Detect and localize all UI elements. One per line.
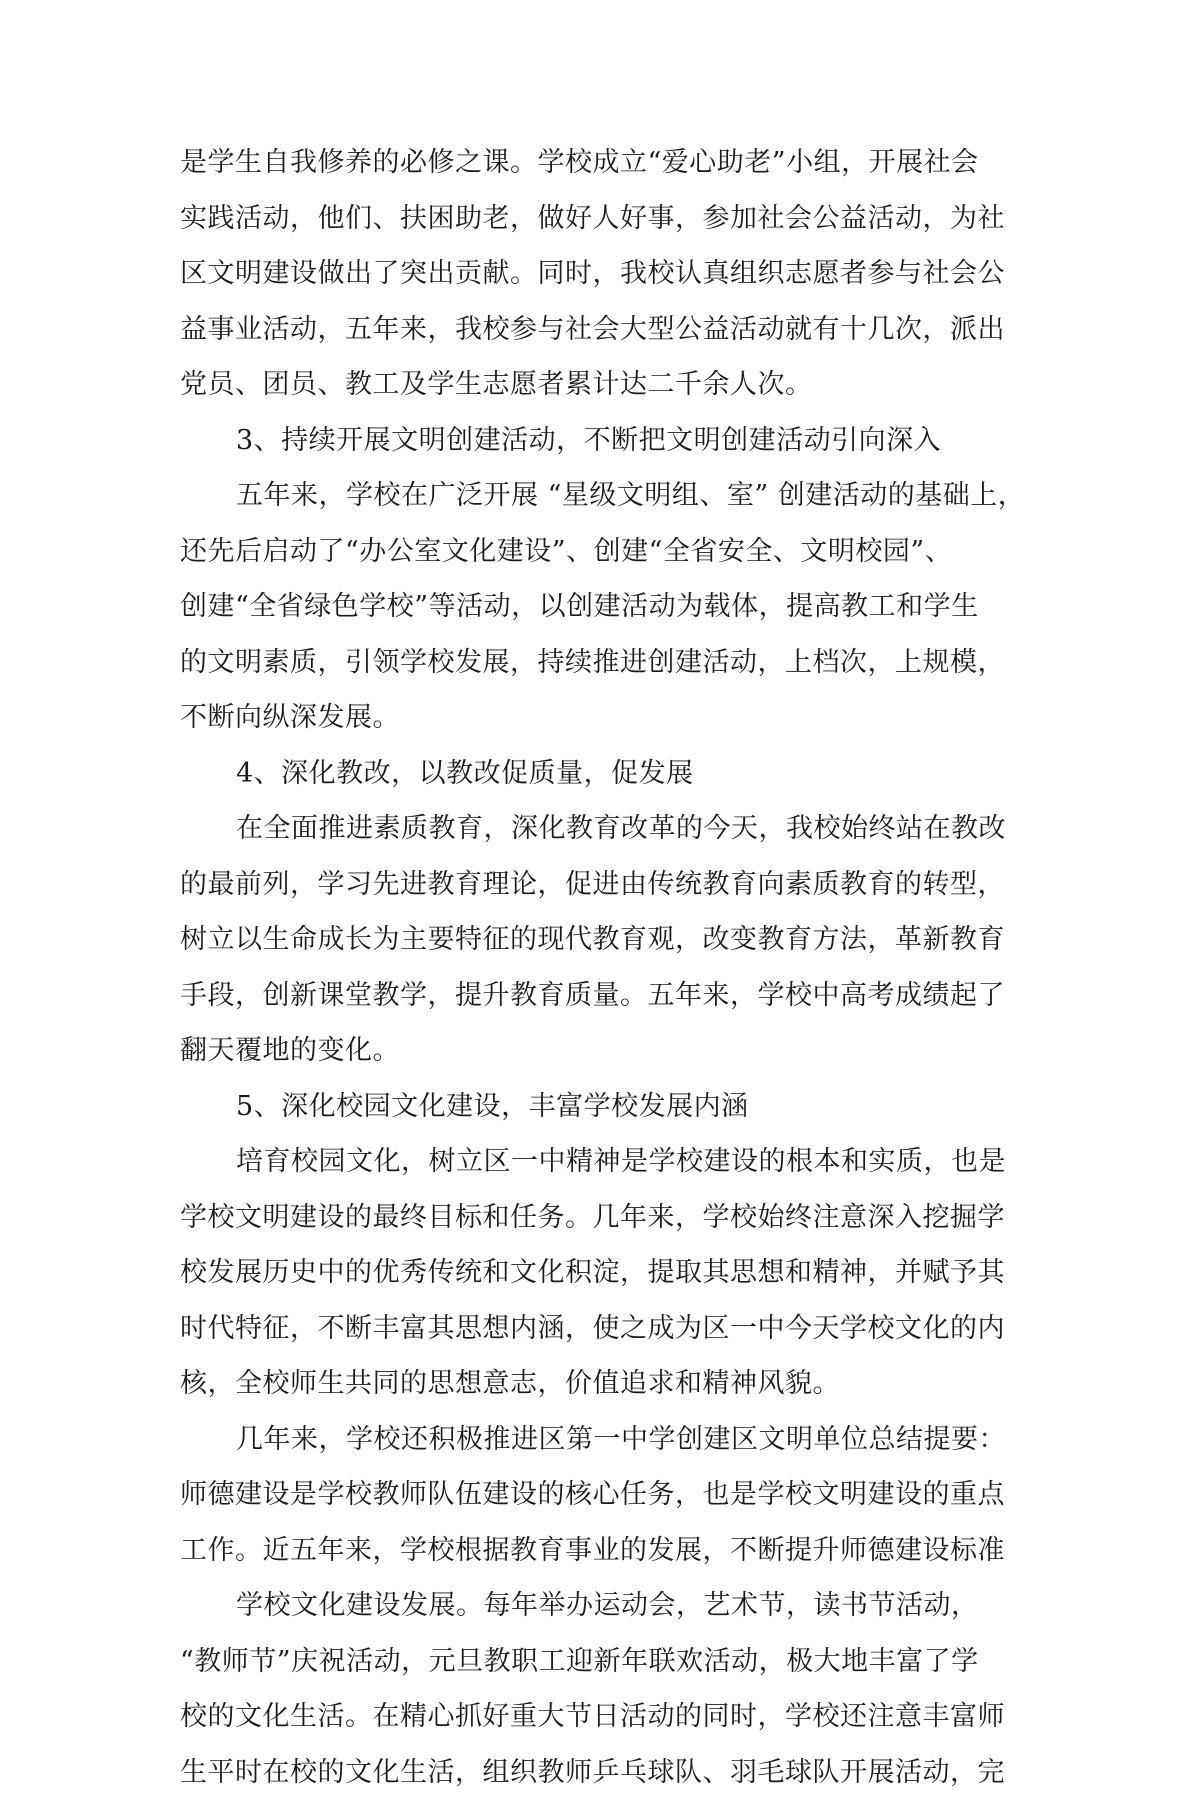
text-line: 校的文化生活。在精心抓好重大节日活动的同时，学校还注意丰富师 [180,1689,1022,1745]
text-line: 的文明素质，引领学校发展，持续推进创建活动，上档次，上规模， [180,635,1022,691]
text-line: “教师节”庆祝活动，元旦教职工迎新年联欢活动，极大地丰富了学 [180,1634,1022,1690]
text-line: 树立以生命成长为主要特征的现代教育观，改变教育方法，革新教育 [180,912,1022,968]
text-line: 在全面推进素质教育，深化教育改革的今天，我校始终站在教改 [180,801,1022,857]
text-line: 学校文化建设发展。每年举办运动会，艺术节，读书节活动， [180,1578,1022,1634]
text-line: 4、深化教改，以教改促质量，促发展 [180,746,1022,802]
text-line: 生平时在校的文化生活，组织教师乒乓球队、羽毛球队开展活动，完 [180,1745,1022,1800]
text-line: 5、深化校园文化建设，丰富学校发展内涵 [180,1079,1022,1135]
text-line: 还先后启动了“办公室文化建设”、创建“全省安全、文明校园”、 [180,524,1022,580]
text-line: 3、持续开展文明创建活动，不断把文明创建活动引向深入 [180,413,1022,469]
text-line: 时代特征，不断丰富其思想内涵，使之成为区一中今天学校文化的内 [180,1301,1022,1357]
text-line: 核，全校师生共同的思想意志，价值追求和精神风貌。 [180,1356,1022,1412]
text-line: 培育校园文化，树立区一中精神是学校建设的根本和实质，也是 [180,1134,1022,1190]
text-line: 几年来，学校还积极推进区第一中学创建区文明单位总结提要： [180,1412,1022,1468]
body-text [180,135,1022,1800]
text-line: 手段，创新课堂教学，提升教育质量。五年来，学校中高考成绩起了 [180,968,1022,1024]
text-line: 的最前列，学习先进教育理论，促进由传统教育向素质教育的转型， [180,857,1022,913]
text-line: 实践活动，他们、扶困助老，做好人好事，参加社会公益活动，为社 [180,191,1022,247]
text-line: 校发展历史中的优秀传统和文化积淀，提取其思想和精神，并赋予其 [180,1245,1022,1301]
text-line: 学校文明建设的最终目标和任务。几年来，学校始终注意深入挖掘学 [180,1190,1022,1246]
text-line: 益事业活动，五年来，我校参与社会大型公益活动就有十几次，派出 [180,302,1022,358]
text-line: 是学生自我修养的必修之课。学校成立“爱心助老”小组，开展社会 [180,135,1022,191]
text-line: 师德建设是学校教师队伍建设的核心任务，也是学校文明建设的重点 [180,1467,1022,1523]
text-line: 党员、团员、教工及学生志愿者累计达二千余人次。 [180,357,1022,413]
text-line: 工作。近五年来，学校根据教育事业的发展，不断提升师德建设标准 [180,1523,1022,1579]
text-line: 翻天覆地的变化。 [180,1023,1022,1079]
text-line: 区文明建设做出了突出贡献。同时，我校认真组织志愿者参与社会公 [180,246,1022,302]
text-line: 不断向纵深发展。 [180,690,1022,746]
text-line: 五年来，学校在广泛开展 “星级文明组、室” 创建活动的基础上， [180,468,1022,524]
text-line: 创建“全省绿色学校”等活动，以创建活动为载体，提高教工和学生 [180,579,1022,635]
